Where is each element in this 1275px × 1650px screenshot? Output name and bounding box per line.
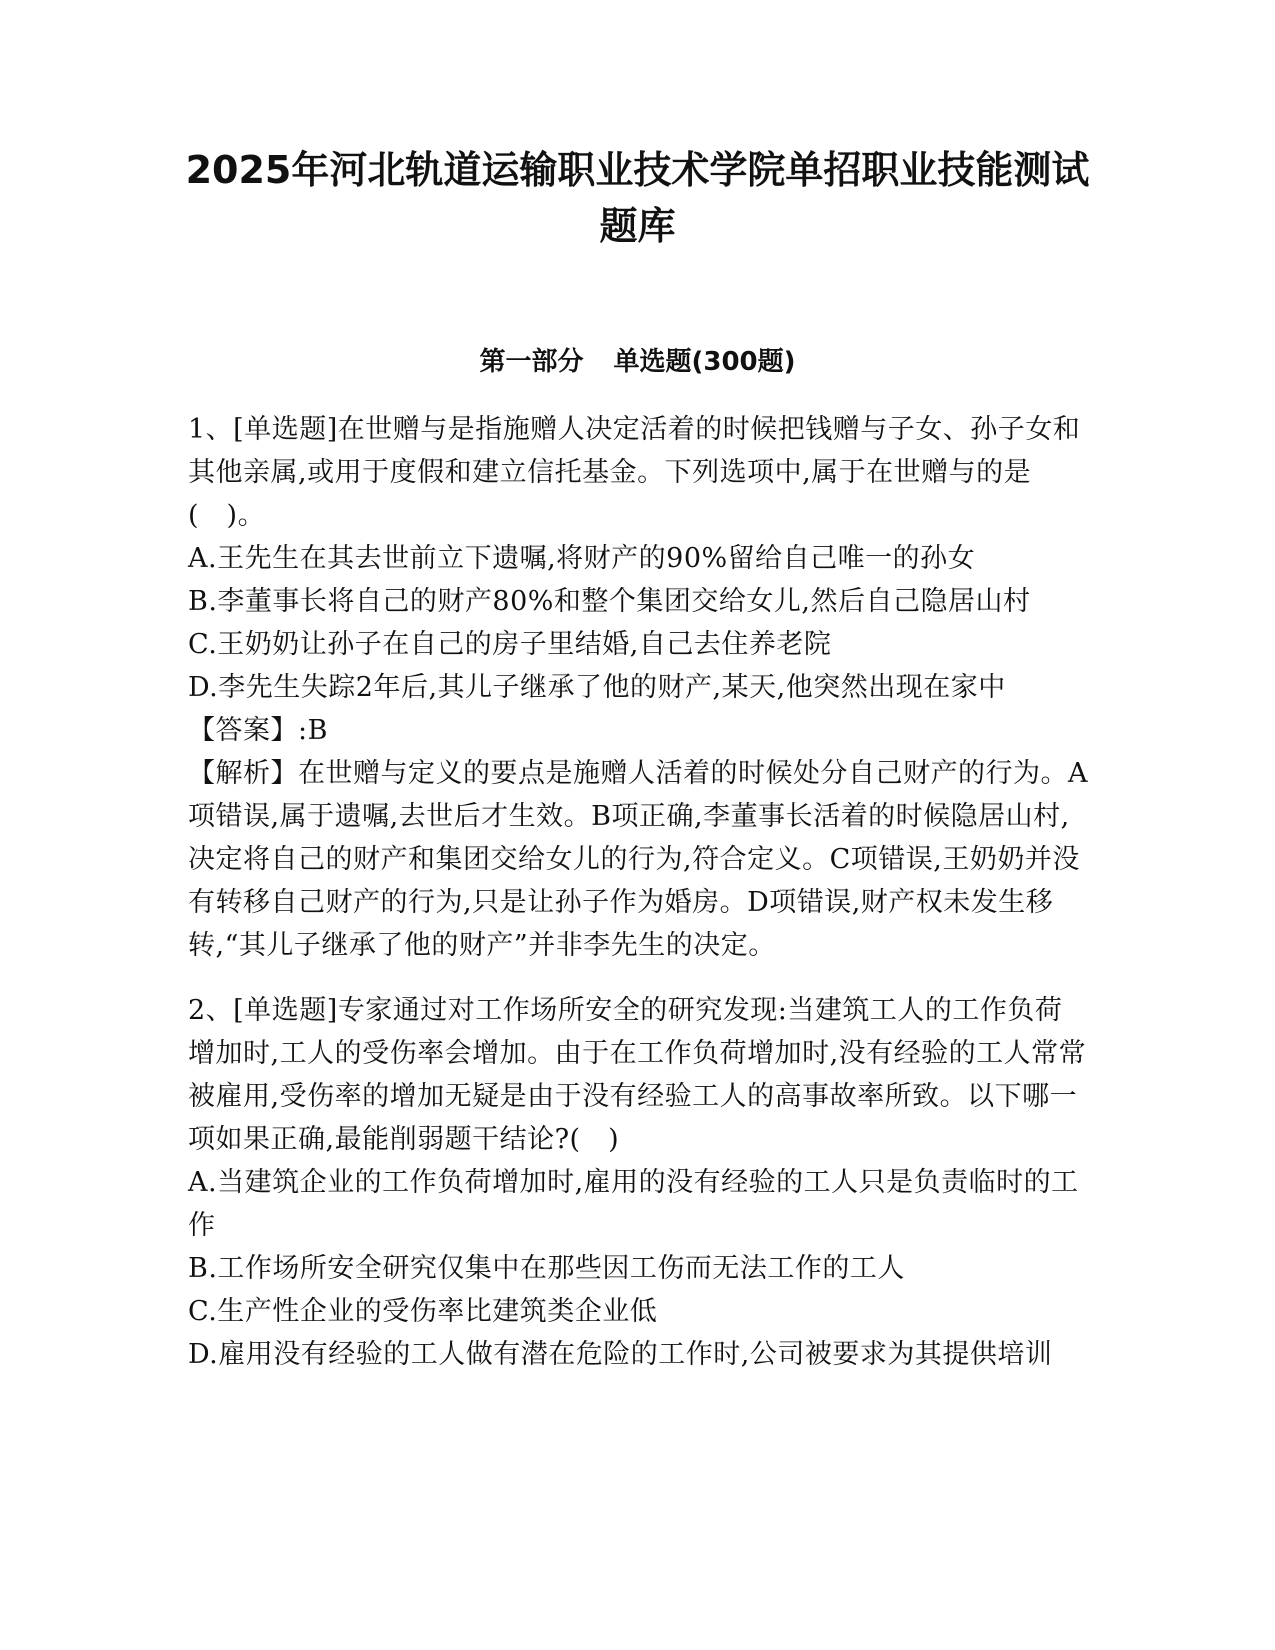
option-d: D.雇用没有经验的工人做有潜在危险的工作时,公司被要求为其提供培训: [188, 1339, 1053, 1370]
option-a: A.当建筑企业的工作负荷增加时,雇用的没有经验的工人只是负责临时的工作: [188, 1167, 1079, 1241]
section-prefix: 第一部分: [479, 347, 584, 377]
question-2: [188, 989, 1088, 1376]
document-title-line-2: 题库: [599, 204, 676, 248]
analysis: 【解析】在世赠与定义的要点是施赠人活着的时候处分自己财产的行为。A项错误,属于遗嘱,去世后才生效。B项正确,李董事长活着的时候隐居山村,决定将自己的财产和集团交给女儿的行为,符合定义。C项错误,王奶奶并没有转移自己财产的行为,只是让孙子作为婚房。D项错误,财产权未发生移转,“其儿子继承了他的财产”并非李先生的决定。: [188, 758, 1088, 961]
option-c: C.王奶奶让孙子在自己的房子里结婚,自己去住养老院: [188, 629, 832, 660]
question-1: [188, 408, 1088, 967]
answer: 【答案】:B: [188, 715, 328, 746]
document-title-line-1: 2025年河北轨道运输职业技术学院单招职业技能测试: [185, 148, 1090, 192]
question-list: [188, 408, 1088, 1376]
option-a: A.王先生在其去世前立下遗嘱,将财产的90%留给自己唯一的孙女: [188, 543, 976, 574]
option-c: C.生产性企业的受伤率比建筑类企业低: [188, 1296, 658, 1327]
option-b: B.工作场所安全研究仅集中在那些因工伤而无法工作的工人: [188, 1253, 905, 1284]
option-d: D.李先生失踪2年后,其儿子继承了他的财产,某天,他突然出现在家中: [188, 672, 1006, 703]
section-label: 单选题(300题): [613, 347, 796, 377]
document-title: [150, 142, 1125, 254]
question-stem: 2、[单选题]专家通过对工作场所安全的研究发现:当建筑工人的工作负荷增加时,工人的受伤率会增加。由于在工作负荷增加时,没有经验的工人常常被雇用,受伤率的增加无疑是由于没有经验工人的高事故率所致。以下哪一项如果正确,最能削弱题干结论?( ): [188, 995, 1087, 1155]
section-heading: [150, 344, 1125, 380]
option-b: B.李董事长将自己的财产80%和整个集团交给女儿,然后自己隐居山村: [188, 586, 1031, 617]
question-stem: 1、[单选题]在世赠与是指施赠人决定活着的时候把钱赠与子女、孙子女和其他亲属,或用于度假和建立信托基金。下列选项中,属于在世赠与的是( )。: [188, 414, 1081, 531]
